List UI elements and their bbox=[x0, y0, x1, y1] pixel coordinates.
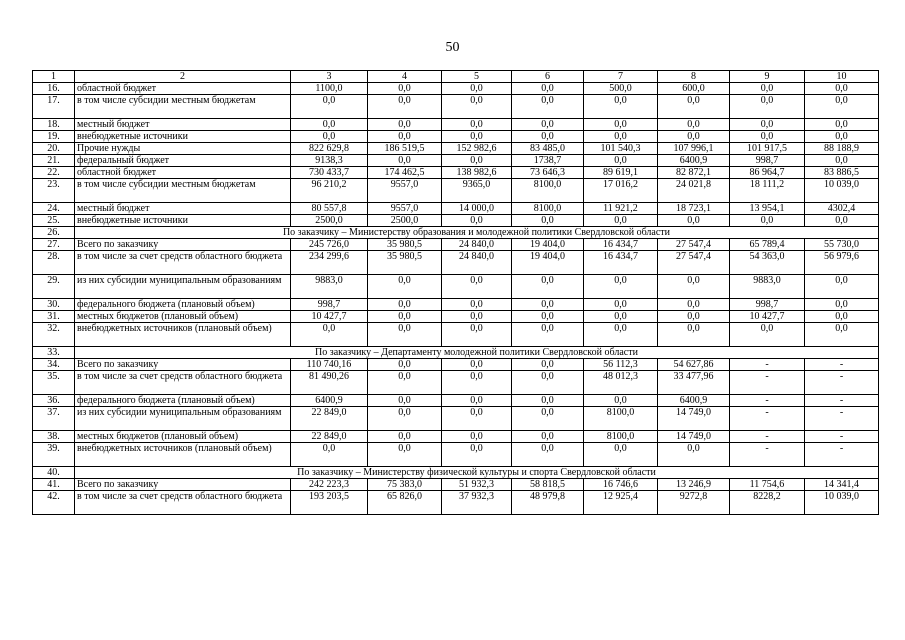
table-row bbox=[33, 479, 879, 491]
row-label: федерального бюджета (плановый объем) bbox=[75, 299, 291, 311]
value-cell-col-10: 56 979,6 bbox=[805, 251, 879, 275]
row-label: местных бюджетов (плановый объем) bbox=[75, 431, 291, 443]
value-cell-col-4: 0,0 bbox=[368, 95, 442, 119]
value-cell-col-10: 55 730,0 bbox=[805, 239, 879, 251]
value-cell-col-5: 0,0 bbox=[442, 119, 512, 131]
row-number: 35. bbox=[33, 371, 75, 395]
value-cell-col-9: 0,0 bbox=[730, 95, 805, 119]
value-cell-col-9: 11 754,6 bbox=[730, 479, 805, 491]
table-row bbox=[33, 83, 879, 95]
value-cell-col-10: 0,0 bbox=[805, 311, 879, 323]
row-number: 19. bbox=[33, 131, 75, 143]
value-cell-col-3: 9883,0 bbox=[291, 275, 368, 299]
value-cell-col-6: 0,0 bbox=[512, 371, 584, 395]
value-cell-col-3: 998,7 bbox=[291, 299, 368, 311]
table-row bbox=[33, 119, 879, 131]
row-number: 17. bbox=[33, 95, 75, 119]
table-row bbox=[33, 275, 879, 299]
value-cell-col-3: 96 210,2 bbox=[291, 179, 368, 203]
row-number: 40. bbox=[33, 467, 75, 479]
value-cell-col-10: 0,0 bbox=[805, 83, 879, 95]
column-number-6: 6 bbox=[512, 71, 584, 83]
value-cell-col-5: 0,0 bbox=[442, 275, 512, 299]
row-label: местный бюджет bbox=[75, 119, 291, 131]
value-cell-col-10: 14 341,4 bbox=[805, 479, 879, 491]
value-cell-col-10: 88 188,9 bbox=[805, 143, 879, 155]
value-cell-col-5: 0,0 bbox=[442, 359, 512, 371]
value-cell-col-7: 16 746,6 bbox=[584, 479, 658, 491]
table-row bbox=[33, 311, 879, 323]
row-number: 30. bbox=[33, 299, 75, 311]
column-number-3: 3 bbox=[291, 71, 368, 83]
value-cell-col-4: 0,0 bbox=[368, 407, 442, 431]
value-cell-col-5: 24 840,0 bbox=[442, 251, 512, 275]
row-number: 33. bbox=[33, 347, 75, 359]
table-row bbox=[33, 251, 879, 275]
value-cell-col-10: - bbox=[805, 407, 879, 431]
value-cell-col-9: 9883,0 bbox=[730, 275, 805, 299]
row-number: 37. bbox=[33, 407, 75, 431]
row-label: в том числе за счет средств областного бюджета bbox=[75, 491, 291, 515]
value-cell-col-9: 0,0 bbox=[730, 215, 805, 227]
value-cell-col-3: 81 490,26 bbox=[291, 371, 368, 395]
value-cell-col-8: 600,0 bbox=[658, 83, 730, 95]
value-cell-col-6: 0,0 bbox=[512, 275, 584, 299]
section-title: По заказчику – Министерству физической культуры и спорта Свердловской области bbox=[75, 467, 879, 479]
value-cell-col-10: 10 039,0 bbox=[805, 179, 879, 203]
value-cell-col-4: 0,0 bbox=[368, 83, 442, 95]
row-label: в том числе субсидии местным бюджетам bbox=[75, 179, 291, 203]
row-number: 18. bbox=[33, 119, 75, 131]
row-label: внебюджетные источники bbox=[75, 215, 291, 227]
row-number: 24. bbox=[33, 203, 75, 215]
value-cell-col-10: 0,0 bbox=[805, 95, 879, 119]
value-cell-col-5: 0,0 bbox=[442, 371, 512, 395]
value-cell-col-10: - bbox=[805, 443, 879, 467]
value-cell-col-7: 0,0 bbox=[584, 275, 658, 299]
value-cell-col-4: 186 519,5 bbox=[368, 143, 442, 155]
value-cell-col-7: 89 619,1 bbox=[584, 167, 658, 179]
value-cell-col-8: 27 547,4 bbox=[658, 239, 730, 251]
value-cell-col-7: 17 016,2 bbox=[584, 179, 658, 203]
value-cell-col-6: 0,0 bbox=[512, 323, 584, 347]
value-cell-col-9: 0,0 bbox=[730, 131, 805, 143]
value-cell-col-3: 22 849,0 bbox=[291, 431, 368, 443]
row-label: в том числе за счет средств областного бюджета bbox=[75, 371, 291, 395]
value-cell-col-8: 13 246,9 bbox=[658, 479, 730, 491]
value-cell-col-8: 0,0 bbox=[658, 299, 730, 311]
value-cell-col-7: 0,0 bbox=[584, 443, 658, 467]
value-cell-col-8: 107 996,1 bbox=[658, 143, 730, 155]
value-cell-col-3: 730 433,7 bbox=[291, 167, 368, 179]
value-cell-col-4: 0,0 bbox=[368, 155, 442, 167]
value-cell-col-7: 0,0 bbox=[584, 395, 658, 407]
value-cell-col-5: 152 982,6 bbox=[442, 143, 512, 155]
value-cell-col-5: 0,0 bbox=[442, 395, 512, 407]
value-cell-col-4: 0,0 bbox=[368, 443, 442, 467]
value-cell-col-4: 35 980,5 bbox=[368, 251, 442, 275]
value-cell-col-3: 193 203,5 bbox=[291, 491, 368, 515]
value-cell-col-3: 0,0 bbox=[291, 95, 368, 119]
section-row bbox=[33, 467, 879, 479]
table-row bbox=[33, 407, 879, 431]
value-cell-col-5: 0,0 bbox=[442, 323, 512, 347]
table-row bbox=[33, 179, 879, 203]
row-label: федеральный бюджет bbox=[75, 155, 291, 167]
value-cell-col-6: 0,0 bbox=[512, 95, 584, 119]
row-label: в том числе за счет средств областного бюджета bbox=[75, 251, 291, 275]
value-cell-col-8: 0,0 bbox=[658, 215, 730, 227]
row-number: 31. bbox=[33, 311, 75, 323]
value-cell-col-8: 0,0 bbox=[658, 275, 730, 299]
value-cell-col-10: - bbox=[805, 371, 879, 395]
value-cell-col-3: 234 299,6 bbox=[291, 251, 368, 275]
section-title: По заказчику – Департаменту молодежной политики Свердловской области bbox=[75, 347, 879, 359]
value-cell-col-5: 0,0 bbox=[442, 131, 512, 143]
value-cell-col-3: 22 849,0 bbox=[291, 407, 368, 431]
value-cell-col-7: 48 012,3 bbox=[584, 371, 658, 395]
row-number: 41. bbox=[33, 479, 75, 491]
value-cell-col-9: - bbox=[730, 431, 805, 443]
value-cell-col-6: 83 485,0 bbox=[512, 143, 584, 155]
value-cell-col-5: 0,0 bbox=[442, 407, 512, 431]
value-cell-col-3: 2500,0 bbox=[291, 215, 368, 227]
value-cell-col-7: 0,0 bbox=[584, 155, 658, 167]
value-cell-col-9: - bbox=[730, 395, 805, 407]
value-cell-col-6: 19 404,0 bbox=[512, 251, 584, 275]
row-number: 28. bbox=[33, 251, 75, 275]
value-cell-col-7: 16 434,7 bbox=[584, 251, 658, 275]
column-number-10: 10 bbox=[805, 71, 879, 83]
value-cell-col-9: 8228,2 bbox=[730, 491, 805, 515]
value-cell-col-3: 822 629,8 bbox=[291, 143, 368, 155]
value-cell-col-7: 11 921,2 bbox=[584, 203, 658, 215]
row-number: 16. bbox=[33, 83, 75, 95]
value-cell-col-9: 0,0 bbox=[730, 323, 805, 347]
row-number: 26. bbox=[33, 227, 75, 239]
value-cell-col-5: 0,0 bbox=[442, 443, 512, 467]
value-cell-col-8: 0,0 bbox=[658, 323, 730, 347]
value-cell-col-4: 75 383,0 bbox=[368, 479, 442, 491]
value-cell-col-6: 0,0 bbox=[512, 443, 584, 467]
value-cell-col-10: 0,0 bbox=[805, 299, 879, 311]
value-cell-col-7: 0,0 bbox=[584, 131, 658, 143]
value-cell-col-4: 0,0 bbox=[368, 275, 442, 299]
value-cell-col-3: 80 557,8 bbox=[291, 203, 368, 215]
value-cell-col-5: 9365,0 bbox=[442, 179, 512, 203]
value-cell-col-5: 0,0 bbox=[442, 95, 512, 119]
row-number: 23. bbox=[33, 179, 75, 203]
value-cell-col-6: 0,0 bbox=[512, 119, 584, 131]
row-number: 20. bbox=[33, 143, 75, 155]
value-cell-col-6: 0,0 bbox=[512, 407, 584, 431]
row-label: внебюджетные источники bbox=[75, 131, 291, 143]
value-cell-col-8: 24 021,8 bbox=[658, 179, 730, 203]
value-cell-col-4: 0,0 bbox=[368, 131, 442, 143]
value-cell-col-10: - bbox=[805, 359, 879, 371]
table-row bbox=[33, 155, 879, 167]
table-row bbox=[33, 131, 879, 143]
section-row bbox=[33, 347, 879, 359]
row-number: 36. bbox=[33, 395, 75, 407]
value-cell-col-9: 101 917,5 bbox=[730, 143, 805, 155]
row-number: 21. bbox=[33, 155, 75, 167]
value-cell-col-5: 0,0 bbox=[442, 215, 512, 227]
value-cell-col-7: 8100,0 bbox=[584, 407, 658, 431]
column-number-5: 5 bbox=[442, 71, 512, 83]
value-cell-col-3: 10 427,7 bbox=[291, 311, 368, 323]
value-cell-col-8: 82 872,1 bbox=[658, 167, 730, 179]
value-cell-col-3: 0,0 bbox=[291, 119, 368, 131]
value-cell-col-7: 0,0 bbox=[584, 299, 658, 311]
row-number: 38. bbox=[33, 431, 75, 443]
value-cell-col-8: 6400,9 bbox=[658, 395, 730, 407]
value-cell-col-3: 6400,9 bbox=[291, 395, 368, 407]
value-cell-col-7: 0,0 bbox=[584, 311, 658, 323]
value-cell-col-6: 8100,0 bbox=[512, 203, 584, 215]
value-cell-col-8: 54 627,86 bbox=[658, 359, 730, 371]
value-cell-col-6: 0,0 bbox=[512, 359, 584, 371]
value-cell-col-8: 33 477,96 bbox=[658, 371, 730, 395]
value-cell-col-8: 0,0 bbox=[658, 131, 730, 143]
value-cell-col-9: - bbox=[730, 443, 805, 467]
value-cell-col-9: - bbox=[730, 371, 805, 395]
value-cell-col-3: 245 726,0 bbox=[291, 239, 368, 251]
value-cell-col-5: 0,0 bbox=[442, 431, 512, 443]
value-cell-col-9: - bbox=[730, 407, 805, 431]
row-label: Всего по заказчику bbox=[75, 359, 291, 371]
value-cell-col-8: 9272,8 bbox=[658, 491, 730, 515]
value-cell-col-5: 0,0 bbox=[442, 83, 512, 95]
column-number-1: 1 bbox=[33, 71, 75, 83]
column-number-7: 7 bbox=[584, 71, 658, 83]
value-cell-col-8: 14 749,0 bbox=[658, 407, 730, 431]
value-cell-col-9: 65 789,4 bbox=[730, 239, 805, 251]
value-cell-col-10: 4302,4 bbox=[805, 203, 879, 215]
row-number: 25. bbox=[33, 215, 75, 227]
value-cell-col-10: 0,0 bbox=[805, 119, 879, 131]
row-label: областной бюджет bbox=[75, 83, 291, 95]
value-cell-col-4: 0,0 bbox=[368, 299, 442, 311]
value-cell-col-9: 0,0 bbox=[730, 119, 805, 131]
value-cell-col-7: 0,0 bbox=[584, 119, 658, 131]
value-cell-col-8: 14 749,0 bbox=[658, 431, 730, 443]
value-cell-col-6: 19 404,0 bbox=[512, 239, 584, 251]
table-row bbox=[33, 299, 879, 311]
value-cell-col-6: 0,0 bbox=[512, 311, 584, 323]
value-cell-col-8: 18 723,1 bbox=[658, 203, 730, 215]
row-number: 22. bbox=[33, 167, 75, 179]
value-cell-col-6: 0,0 bbox=[512, 131, 584, 143]
row-label: местный бюджет bbox=[75, 203, 291, 215]
value-cell-col-4: 0,0 bbox=[368, 395, 442, 407]
row-number: 34. bbox=[33, 359, 75, 371]
header-row bbox=[33, 71, 879, 83]
value-cell-col-4: 0,0 bbox=[368, 359, 442, 371]
column-number-8: 8 bbox=[658, 71, 730, 83]
value-cell-col-10: 10 039,0 bbox=[805, 491, 879, 515]
table-row bbox=[33, 215, 879, 227]
value-cell-col-6: 0,0 bbox=[512, 299, 584, 311]
row-number: 42. bbox=[33, 491, 75, 515]
value-cell-col-9: 998,7 bbox=[730, 155, 805, 167]
value-cell-col-6: 73 646,3 bbox=[512, 167, 584, 179]
value-cell-col-3: 0,0 bbox=[291, 131, 368, 143]
table-row bbox=[33, 431, 879, 443]
value-cell-col-4: 9557,0 bbox=[368, 179, 442, 203]
table-row bbox=[33, 143, 879, 155]
value-cell-col-10: - bbox=[805, 395, 879, 407]
value-cell-col-8: 6400,9 bbox=[658, 155, 730, 167]
table-row bbox=[33, 491, 879, 515]
value-cell-col-4: 0,0 bbox=[368, 371, 442, 395]
row-label: внебюджетных источников (плановый объем) bbox=[75, 323, 291, 347]
table-row bbox=[33, 443, 879, 467]
value-cell-col-7: 0,0 bbox=[584, 323, 658, 347]
value-cell-col-9: - bbox=[730, 359, 805, 371]
value-cell-col-6: 58 818,5 bbox=[512, 479, 584, 491]
value-cell-col-3: 0,0 bbox=[291, 323, 368, 347]
value-cell-col-3: 0,0 bbox=[291, 443, 368, 467]
column-number-9: 9 bbox=[730, 71, 805, 83]
value-cell-col-6: 0,0 bbox=[512, 83, 584, 95]
table-row bbox=[33, 323, 879, 347]
value-cell-col-4: 174 462,5 bbox=[368, 167, 442, 179]
value-cell-col-6: 0,0 bbox=[512, 215, 584, 227]
row-label: Всего по заказчику bbox=[75, 239, 291, 251]
value-cell-col-7: 16 434,7 bbox=[584, 239, 658, 251]
value-cell-col-10: 83 886,5 bbox=[805, 167, 879, 179]
row-label: внебюджетных источников (плановый объем) bbox=[75, 443, 291, 467]
value-cell-col-5: 0,0 bbox=[442, 311, 512, 323]
section-title: По заказчику – Министерству образования и молодежной политики Свердловской области bbox=[75, 227, 879, 239]
value-cell-col-9: 18 111,2 bbox=[730, 179, 805, 203]
value-cell-col-8: 0,0 bbox=[658, 311, 730, 323]
value-cell-col-4: 65 826,0 bbox=[368, 491, 442, 515]
value-cell-col-4: 35 980,5 bbox=[368, 239, 442, 251]
value-cell-col-6: 0,0 bbox=[512, 431, 584, 443]
value-cell-col-4: 0,0 bbox=[368, 311, 442, 323]
section-row bbox=[33, 227, 879, 239]
value-cell-col-10: 0,0 bbox=[805, 155, 879, 167]
value-cell-col-5: 0,0 bbox=[442, 299, 512, 311]
value-cell-col-8: 27 547,4 bbox=[658, 251, 730, 275]
value-cell-col-5: 24 840,0 bbox=[442, 239, 512, 251]
value-cell-col-7: 56 112,3 bbox=[584, 359, 658, 371]
value-cell-col-4: 2500,0 bbox=[368, 215, 442, 227]
value-cell-col-10: 0,0 bbox=[805, 275, 879, 299]
value-cell-col-3: 1100,0 bbox=[291, 83, 368, 95]
row-number: 27. bbox=[33, 239, 75, 251]
value-cell-col-5: 138 982,6 bbox=[442, 167, 512, 179]
table-row bbox=[33, 371, 879, 395]
value-cell-col-5: 51 932,3 bbox=[442, 479, 512, 491]
value-cell-col-5: 14 000,0 bbox=[442, 203, 512, 215]
value-cell-col-4: 0,0 bbox=[368, 323, 442, 347]
row-label: в том числе субсидии местным бюджетам bbox=[75, 95, 291, 119]
value-cell-col-6: 48 979,8 bbox=[512, 491, 584, 515]
value-cell-col-9: 0,0 bbox=[730, 83, 805, 95]
value-cell-col-7: 500,0 bbox=[584, 83, 658, 95]
value-cell-col-7: 0,0 bbox=[584, 95, 658, 119]
value-cell-col-3: 9138,3 bbox=[291, 155, 368, 167]
value-cell-col-8: 0,0 bbox=[658, 119, 730, 131]
value-cell-col-10: 0,0 bbox=[805, 131, 879, 143]
value-cell-col-5: 37 932,3 bbox=[442, 491, 512, 515]
row-number: 29. bbox=[33, 275, 75, 299]
value-cell-col-7: 8100,0 bbox=[584, 431, 658, 443]
row-number: 32. bbox=[33, 323, 75, 347]
table-row bbox=[33, 395, 879, 407]
value-cell-col-10: - bbox=[805, 431, 879, 443]
row-number: 39. bbox=[33, 443, 75, 467]
budget-table bbox=[32, 70, 879, 515]
value-cell-col-4: 9557,0 bbox=[368, 203, 442, 215]
value-cell-col-7: 12 925,4 bbox=[584, 491, 658, 515]
value-cell-col-8: 0,0 bbox=[658, 95, 730, 119]
column-number-2: 2 bbox=[75, 71, 291, 83]
row-label: местных бюджетов (плановый объем) bbox=[75, 311, 291, 323]
table-row bbox=[33, 167, 879, 179]
table-row bbox=[33, 203, 879, 215]
value-cell-col-5: 0,0 bbox=[442, 155, 512, 167]
value-cell-col-6: 1738,7 bbox=[512, 155, 584, 167]
value-cell-col-4: 0,0 bbox=[368, 119, 442, 131]
row-label: Всего по заказчику bbox=[75, 479, 291, 491]
value-cell-col-7: 101 540,3 bbox=[584, 143, 658, 155]
column-number-4: 4 bbox=[368, 71, 442, 83]
value-cell-col-9: 86 964,7 bbox=[730, 167, 805, 179]
value-cell-col-7: 0,0 bbox=[584, 215, 658, 227]
row-label: областной бюджет bbox=[75, 167, 291, 179]
value-cell-col-3: 110 740,16 bbox=[291, 359, 368, 371]
row-label: из них субсидии муниципальным образованиям bbox=[75, 407, 291, 431]
value-cell-col-3: 242 223,3 bbox=[291, 479, 368, 491]
value-cell-col-9: 13 954,1 bbox=[730, 203, 805, 215]
value-cell-col-6: 8100,0 bbox=[512, 179, 584, 203]
value-cell-col-8: 0,0 bbox=[658, 443, 730, 467]
row-label: из них субсидии муниципальным образованиям bbox=[75, 275, 291, 299]
page-number: 50 bbox=[445, 40, 460, 55]
row-label: Прочие нужды bbox=[75, 143, 291, 155]
table-row bbox=[33, 95, 879, 119]
table-row bbox=[33, 239, 879, 251]
value-cell-col-9: 10 427,7 bbox=[730, 311, 805, 323]
value-cell-col-9: 54 363,0 bbox=[730, 251, 805, 275]
value-cell-col-4: 0,0 bbox=[368, 431, 442, 443]
table-body bbox=[33, 71, 879, 515]
value-cell-col-10: 0,0 bbox=[805, 323, 879, 347]
row-label: федерального бюджета (плановый объем) bbox=[75, 395, 291, 407]
value-cell-col-10: 0,0 bbox=[805, 215, 879, 227]
table-row bbox=[33, 359, 879, 371]
value-cell-col-9: 998,7 bbox=[730, 299, 805, 311]
value-cell-col-6: 0,0 bbox=[512, 395, 584, 407]
